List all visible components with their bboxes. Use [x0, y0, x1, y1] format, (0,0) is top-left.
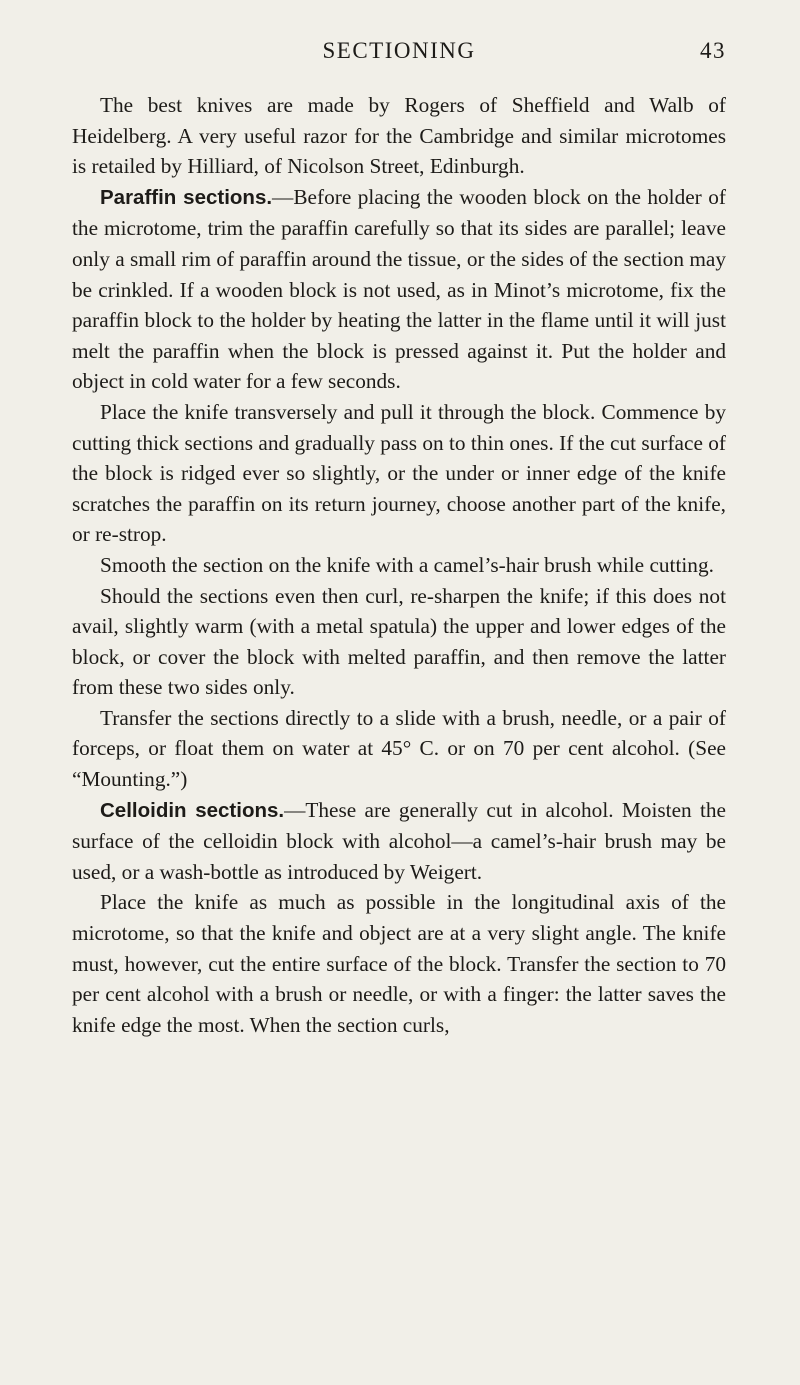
paragraph-text: The best knives are made by Rogers of Sheffield and Walb of Heidelberg. A very useful razor for the Cambridge and similar microtomes is retailed by Hilliard, of Nicolson Street, Edinburgh.: [72, 93, 726, 179]
section-heading-paraffin: Paraffin sections.: [100, 185, 273, 209]
paragraph-text: Place the knife as much as possible in the longitudinal axis of the microtome, so that the knife and object are at a very slight angle. The knife must, however, cut the entire surface of the block. Transfer the section to 70 per cent alcohol with a brush or needle, or with a finger: the latter saves the knife edge the most. When the section curls,: [72, 890, 726, 1037]
paragraph: [72, 182, 726, 397]
section-heading-celloidin: Celloidin sections.: [100, 798, 285, 822]
page-number: 43: [700, 38, 726, 63]
paragraph-text: Smooth the section on the knife with a camel’s-hair brush while cutting.: [100, 552, 714, 577]
paragraph: [72, 90, 726, 182]
paragraph: [72, 397, 726, 550]
paragraph-text: Transfer the sections directly to a slide with a brush, needle, or a pair of forceps, or float them on water at 45° C. or on 70 per cent alcohol. (See “Mounting.”): [72, 705, 726, 792]
paragraph: [72, 703, 726, 795]
body-text: [72, 90, 726, 1040]
paragraph-text: Place the knife transversely and pull it through the block. Commence by cutting thick sections and gradually pass on to thin ones. If the cut surface of the block is ridged ever so slightly, or the under or inner edge of the knife scratches the paraffin on its return journey, choose another part of the knife, or re-strop.: [72, 399, 726, 547]
paragraph-text: Should the sections even then curl, re-sharpen the knife; if this does not avail, slightly warm (with a metal spatula) the upper and lower edges of the block, or cover the block with melted paraffin, and then remove the latter from these two sides only.: [72, 583, 726, 700]
paragraph: [72, 795, 726, 888]
paragraph-text: —Before placing the wooden block on the holder of the microtome, trim the paraffin carefully so that its sides are parallel; leave only a small rim of paraffin around the tissue, or the sides of the section may be crinkled. If a wooden block is not used, as in Minot’s microtome, fix the paraffin block to the holder by heating the latter in the flame until it will just melt the paraffin when the block is pressed against it. Put the holder and object in cold water for a few seconds.: [72, 184, 726, 394]
paragraph: [72, 550, 726, 581]
running-title: SECTIONING: [322, 38, 476, 63]
paragraph: [72, 581, 726, 703]
paragraph: [72, 887, 726, 1040]
book-page: [72, 38, 726, 1040]
running-head: [72, 38, 726, 78]
paragraph-text: —These are generally cut in alcohol. Moisten the surface of the celloidin block with alcohol—a camel’s-hair brush may be used, or a wash-bottle as introduced by Weigert.: [72, 797, 726, 884]
